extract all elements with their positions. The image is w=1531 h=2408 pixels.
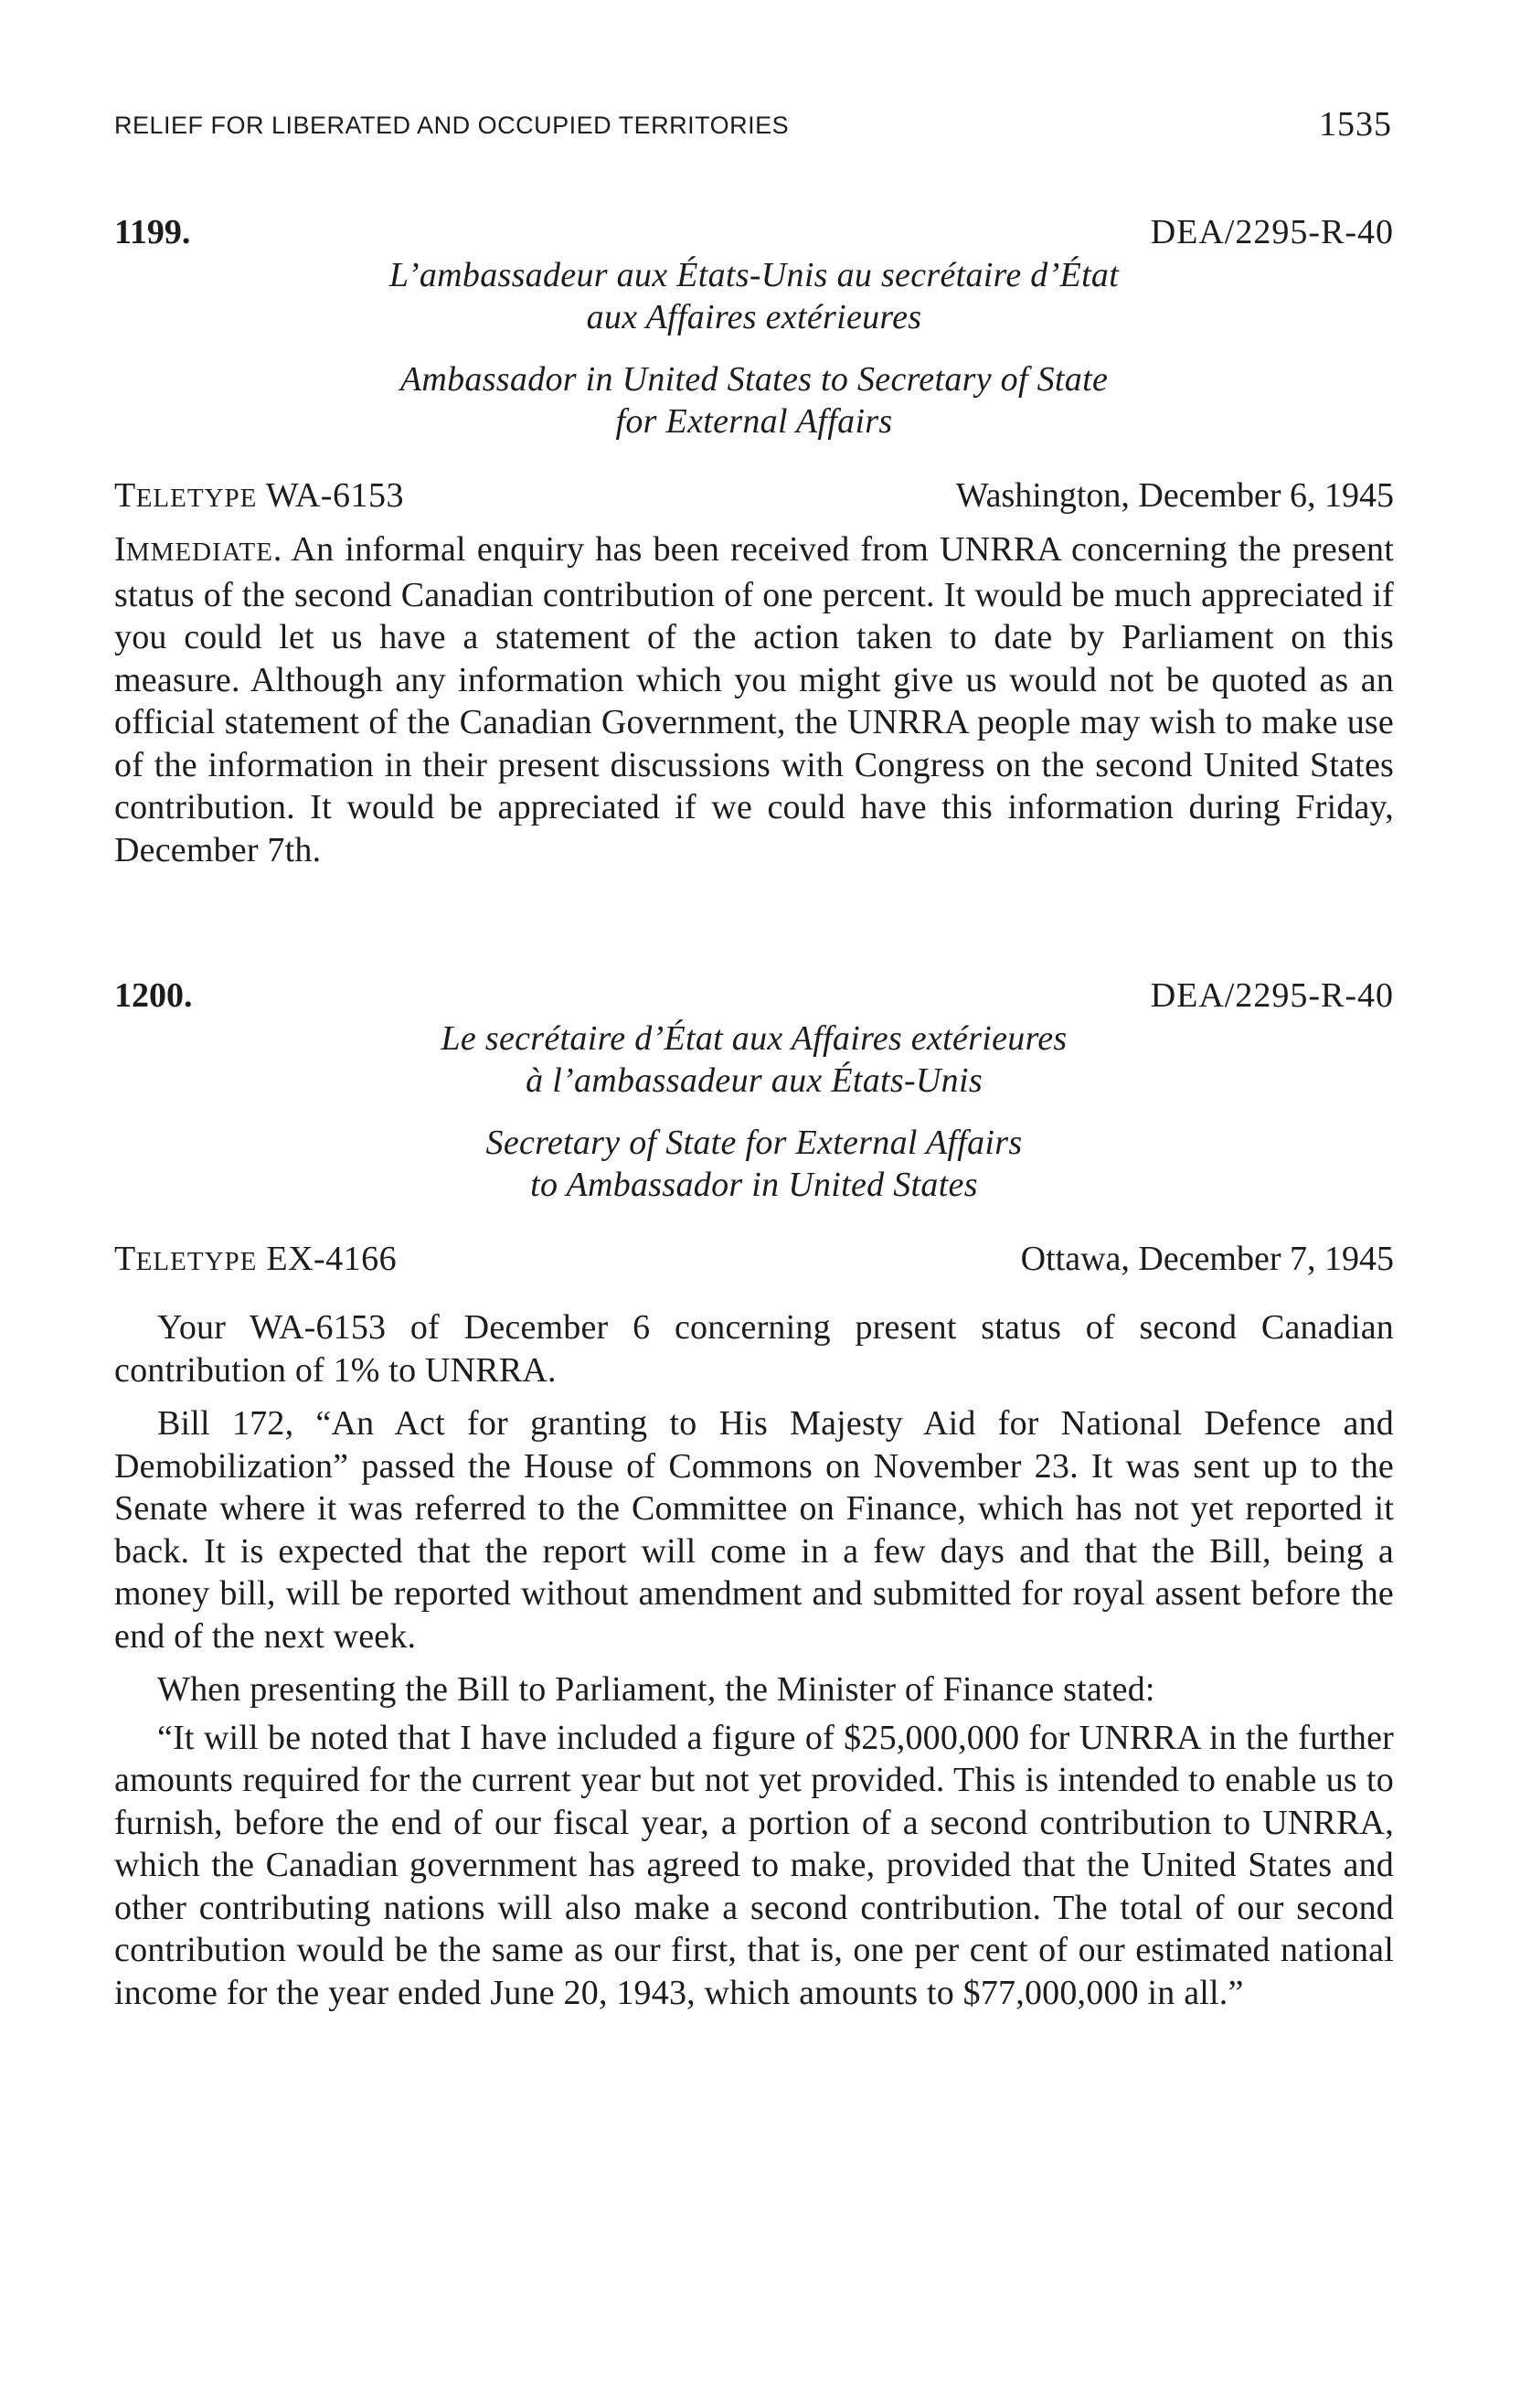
body-paragraph: Your WA-6153 of December 6 concerning present status of second Canadian contribution of 1% to UNRRA.: [114, 1308, 1394, 1390]
title-french: [114, 1018, 1394, 1102]
title-french-line-2: aux Affaires extérieures: [586, 298, 922, 336]
title-english: [114, 358, 1394, 442]
document-number: 1199.: [114, 213, 191, 251]
page-number: 1535: [1319, 105, 1392, 144]
title-english-line-1: Ambassador in United States to Secretary of State: [399, 360, 1109, 399]
title-english: [114, 1122, 1394, 1206]
document-titles: [114, 1018, 1394, 1206]
title-french-line-2: à l’ambassadeur aux États-Unis: [526, 1061, 983, 1100]
body-paragraph: “It will be noted that I have included a figure of $25,000,000 for UNRRA in the further amounts required for the current year but not yet provided. This is intended to enable us to furnish, before the end of our fiscal year, a portion of a second contribution to UNRRA, which the Canadian government has agreed to make, provided that the United States and other contributing nations will also make a second contribution. The total of our second contribution would be the same as our first, that is, one per cent of our estimated national income for the year ended June 20, 1943, which amounts to $77,000,000 in all.”: [114, 1718, 1394, 2012]
document-header: [114, 212, 1394, 260]
document-titles: [114, 254, 1394, 442]
document-reference: DEA/2295-R-40: [1150, 213, 1394, 251]
document-number: 1200.: [114, 976, 193, 1015]
running-head: RELIEF FOR LIBERATED AND OCCUPIED TERRITORIES: [114, 112, 790, 139]
title-french-line-1: L’ambassadeur aux États-Unis au secrétaire d’État: [388, 256, 1120, 294]
title-english-line-2: for External Affairs: [615, 402, 893, 441]
teletype-label: TELETYPE WA-6153: [114, 476, 404, 515]
document-header: [114, 975, 1394, 1023]
body-paragraph: Bill 172, “An Act for granting to His Majesty Aid for National Defence and Demobilization” passed the House of Commons on November 23. It was sent up to the Senate where it was referred to the Committee on Finance, which has not yet reported it back. It is expected that the report will come in a few days and that the Bill, being a money bill, will be reported without amendment and submitted for royal assent before the end of the next week.: [114, 1404, 1394, 1656]
document-1199: [114, 212, 1394, 871]
body-paragraph: When presenting the Bill to Parliament, the Minister of Finance stated:: [157, 1670, 1155, 1709]
title-french-line-1: Le secrétaire d’État aux Affaires extérieures: [441, 1019, 1068, 1058]
body-paragraph: IMMEDIATE. An informal enquiry has been received from UNRRA concerning the present status of the second Canadian contribution of one percent. It would be much appreciated if you could let us have a statement of the action taken to date by Parliament on this measure. Although any information which you might give us would not be quoted as an official statement of the Canadian Government, the UNRRA people may wish to make use of the information in their present discussions with Congress on the second United States contribution. It would be appreciated if we could have this information during Friday, December 7th.: [114, 530, 1394, 869]
teletype-label: TELETYPE EX-4166: [114, 1240, 398, 1278]
document-body: [114, 528, 1394, 871]
title-english-line-1: Secretary of State for External Affairs: [485, 1124, 1023, 1162]
document-1200: [114, 975, 1394, 2014]
teletype-row: [114, 1239, 1394, 1286]
teletype-row: [114, 475, 1394, 523]
document-reference: DEA/2295-R-40: [1150, 976, 1394, 1015]
title-english-line-2: to Ambassador in United States: [530, 1166, 978, 1204]
place-date: Washington, December 6, 1945: [955, 476, 1394, 515]
place-date: Ottawa, December 7, 1945: [1020, 1240, 1394, 1278]
document-body: [114, 1306, 1394, 2014]
title-french: [114, 254, 1394, 338]
